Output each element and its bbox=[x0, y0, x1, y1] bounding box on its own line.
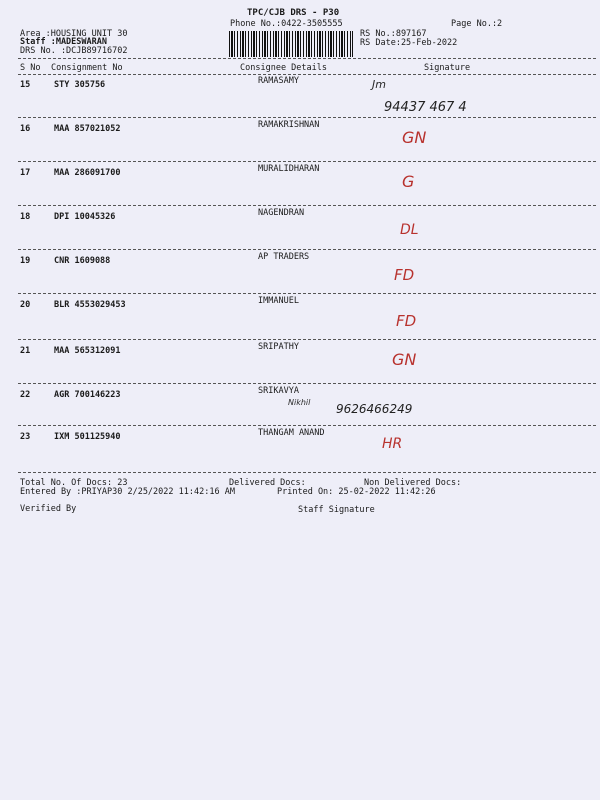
page-number: Page No.:2 bbox=[451, 19, 503, 29]
row-handwritten-number: 94437 467 4 bbox=[384, 100, 467, 115]
verified-by: Verified By bbox=[20, 504, 77, 514]
row-divider bbox=[18, 383, 596, 384]
staff-signature: Staff Signature bbox=[298, 505, 375, 515]
row-consignee: SRIKAVYA bbox=[258, 386, 299, 396]
row-sno: 23 bbox=[20, 432, 31, 442]
row-divider bbox=[18, 249, 596, 250]
col-consignment: Consignment No bbox=[51, 63, 123, 73]
delivered-docs: Delivered Docs: bbox=[229, 478, 306, 488]
row-sno: 15 bbox=[20, 80, 31, 90]
table-row bbox=[0, 296, 600, 343]
table-row bbox=[0, 428, 600, 475]
row-signature: G bbox=[402, 172, 415, 191]
barcode bbox=[229, 31, 353, 57]
row-consignee: RAMASAMY bbox=[258, 76, 299, 86]
non-delivered-docs: Non Delivered Docs: bbox=[364, 478, 462, 488]
row-consignment: DPI 10045326 bbox=[54, 212, 116, 222]
printed-on: Printed On: 25-02-2022 11:42:26 bbox=[277, 487, 436, 497]
rs-number: RS No.:897167 bbox=[360, 29, 427, 39]
col-sno: S No bbox=[20, 63, 41, 73]
row-consignment: MAA 286091700 bbox=[54, 168, 121, 178]
col-consignee: Consignee Details bbox=[240, 63, 327, 73]
column-divider bbox=[18, 74, 596, 75]
row-handwritten-number: 9626466249 bbox=[336, 402, 413, 416]
row-signature: GN bbox=[402, 128, 427, 147]
area-label: Area :HOUSING UNIT 30 bbox=[20, 29, 128, 39]
row-consignee: SRIPATHY bbox=[258, 342, 299, 352]
row-divider bbox=[18, 425, 596, 426]
entered-by: Entered By :PRIYAP30 2/25/2022 11:42:16 AM bbox=[20, 487, 235, 497]
row-sno: 19 bbox=[20, 256, 31, 266]
row-divider bbox=[18, 161, 596, 162]
row-signature: Jm bbox=[372, 78, 386, 91]
row-sno: 18 bbox=[20, 212, 31, 222]
table-row bbox=[0, 386, 600, 433]
row-signature: DL bbox=[400, 222, 419, 238]
row-consignee: IMMANUEL bbox=[258, 296, 299, 306]
row-consignment: IXM 501125940 bbox=[54, 432, 121, 442]
row-consignment: CNR 1609088 bbox=[54, 256, 111, 266]
row-signature: Nikhil bbox=[288, 398, 311, 407]
drs-number: DRS No. :DCJB89716702 bbox=[20, 46, 128, 56]
row-consignee: AP TRADERS bbox=[258, 252, 310, 262]
row-sno: 22 bbox=[20, 390, 31, 400]
row-sno: 21 bbox=[20, 346, 31, 356]
row-divider bbox=[18, 117, 596, 118]
row-signature: HR bbox=[382, 436, 403, 452]
row-consignee: NAGENDRAN bbox=[258, 208, 305, 218]
col-signature: Signature bbox=[424, 63, 471, 73]
row-consignee: THANGAM ANAND bbox=[258, 428, 325, 438]
document-title: TPC/CJB DRS - P30 bbox=[247, 8, 340, 18]
row-consignment: MAA 565312091 bbox=[54, 346, 121, 356]
rs-date: RS Date:25-Feb-2022 bbox=[360, 38, 458, 48]
row-signature: FD bbox=[394, 266, 415, 284]
row-consignment: BLR 4553029453 bbox=[54, 300, 126, 310]
row-sno: 20 bbox=[20, 300, 31, 310]
row-consignment: AGR 700146223 bbox=[54, 390, 121, 400]
row-consignment: STY 305756 bbox=[54, 80, 106, 90]
row-divider bbox=[18, 293, 596, 294]
row-signature: GN bbox=[392, 350, 417, 369]
row-consignee: RAMAKRISHNAN bbox=[258, 120, 320, 130]
row-consignment: MAA 857021052 bbox=[54, 124, 121, 134]
footer-divider bbox=[18, 472, 596, 473]
phone-number: Phone No.:0422-3505555 bbox=[230, 19, 343, 29]
row-sno: 16 bbox=[20, 124, 31, 134]
header-divider bbox=[18, 58, 596, 59]
row-signature: FD bbox=[396, 312, 417, 330]
row-sno: 17 bbox=[20, 168, 31, 178]
total-docs: Total No. Of Docs: 23 bbox=[20, 478, 128, 488]
staff-label: Staff :MADESWARAN bbox=[20, 37, 107, 47]
row-divider bbox=[18, 339, 596, 340]
row-divider bbox=[18, 205, 596, 206]
row-consignee: MURALIDHARAN bbox=[258, 164, 320, 174]
